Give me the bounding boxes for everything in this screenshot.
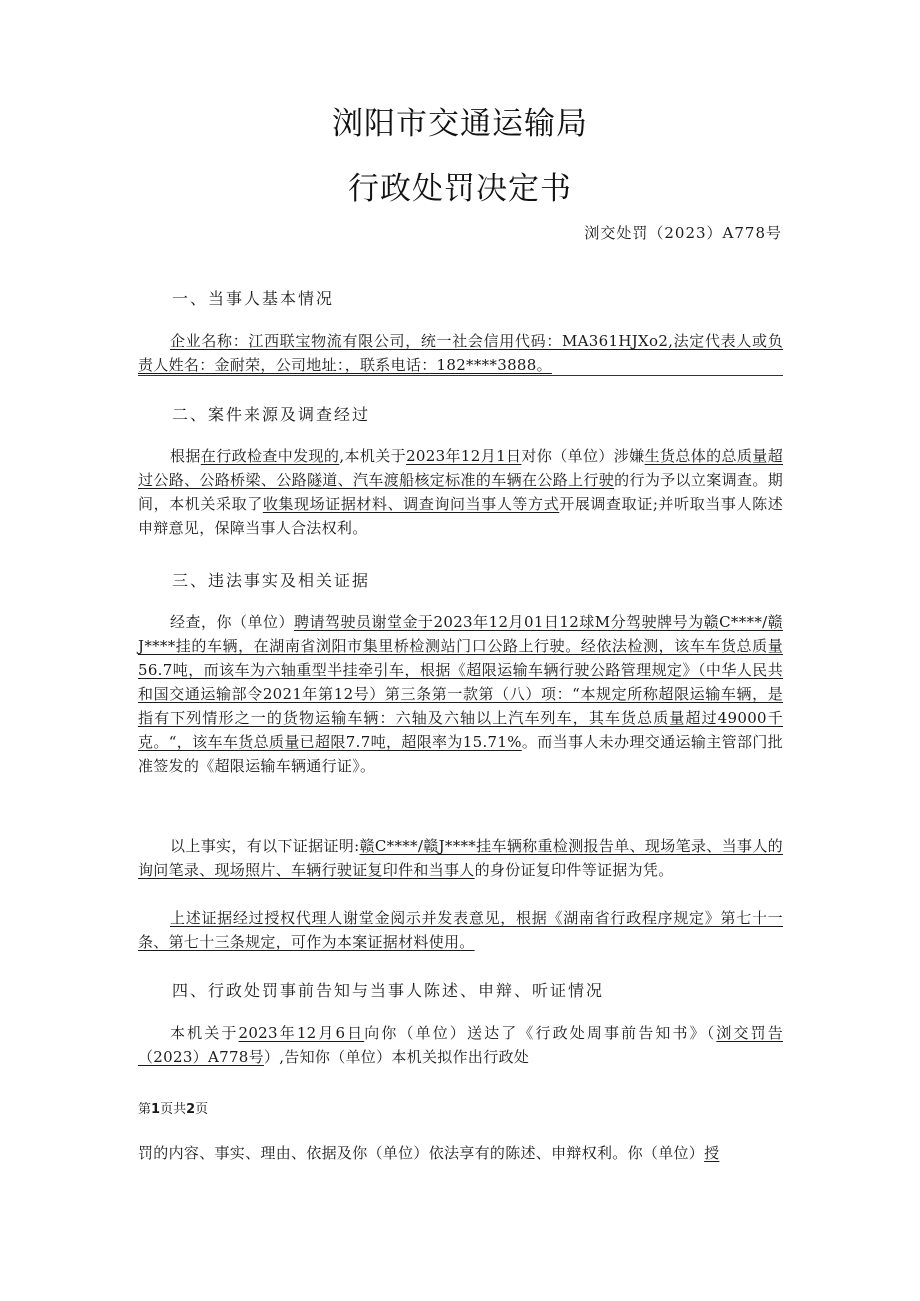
- divider-line: [138, 375, 783, 376]
- evidence-list-paragraph: 以上事实，有以下证据证明:赣C****/赣J****挂车辆称重检测报告单、现场笔录、当事人的询问笔录、现场照片、车辆行驶证复印件和当事人的身份证复印件等证据为凭。: [138, 837, 783, 879]
- section-heading-party-info: 一、当事人基本情况: [172, 289, 335, 308]
- agency-title: 浏阳市交通运输局: [332, 106, 588, 142]
- section-heading-case-source: 二、案件来源及调查经过: [172, 405, 371, 424]
- party-info-paragraph: 企业名称：江西联宝物流有限公司，统一社会信用代码：MA361HJXo2,法定代表人或负责人姓名：金耐荣，公司地址：，联系电话：182****3888。: [138, 332, 783, 374]
- section-heading-violation-facts: 三、违法事实及相关证据: [172, 571, 371, 590]
- next-page-text: 罚的内容、事实、理由、依据及你（单位）依法享有的陈述、申辩权利。你（单位）授: [138, 1144, 720, 1162]
- case-source-paragraph: 根据在行政检查中发现的,本机关于2023年12月1日对你（单位）涉嫌生货总体的总质量超过公路、公路桥梁、公路隧道、汽车渡船核定标准的车辆在公路上行驶的行为予以立案调查。期间，本机关采取了收集现场证据材料、调查询问当事人等方式开展调查取证;并听取当事人陈述申辩意见，保障当事人合法权利。: [138, 447, 783, 537]
- violation-facts-paragraph: 经查，你（单位）聘请驾驶员谢堂金于2023年12月01日12球M分驾驶牌号为赣C****/赣J****挂的车辆，在湖南省浏阳市集里桥检测站门口公路上行驶。经依法检测，该车车货总质量56.7吨，而该车为六轴重型半挂牵引车，根据《超限运输车辆行驶公路管理规定》（中华人民共和国交通运输部令2021年第12号）第三条第一款第（八）项：“本规定所称超限运输车辆，是指有下列情形之一的货物运输车辆：六轴及六轴以上汽车列车，其车货总质量超过49000千克。“，该车车货总质量已超限7.7吨，超限率为15.71%。而当事人未办理交通运输主管部门批准签发的《超限运输车辆通行证》。: [138, 613, 784, 775]
- page-number-footer: 第1页共2页: [138, 1102, 209, 1117]
- document-number: 浏交处罚（2023）A778号: [584, 224, 782, 242]
- document-type-title: 行政处罚决定书: [348, 171, 572, 207]
- section-heading-prior-notice: 四、行政处罚事前告知与当事人陈述、申辩、听证情况: [172, 981, 605, 1000]
- evidence-review-paragraph: 上述证据经过授权代理人谢堂金阅示并发表意见，根据《湖南省行政程序规定》第七十一条、第七十三条规定，可作为本案证据材料使用。: [138, 909, 783, 951]
- prior-notice-paragraph: 本机关于2023年12月6日向你（单位）送达了《行政处周事前告知书》（浏交罚告（2023）A778号）,告知你（单位）本机关拟作出行政处: [138, 1024, 783, 1066]
